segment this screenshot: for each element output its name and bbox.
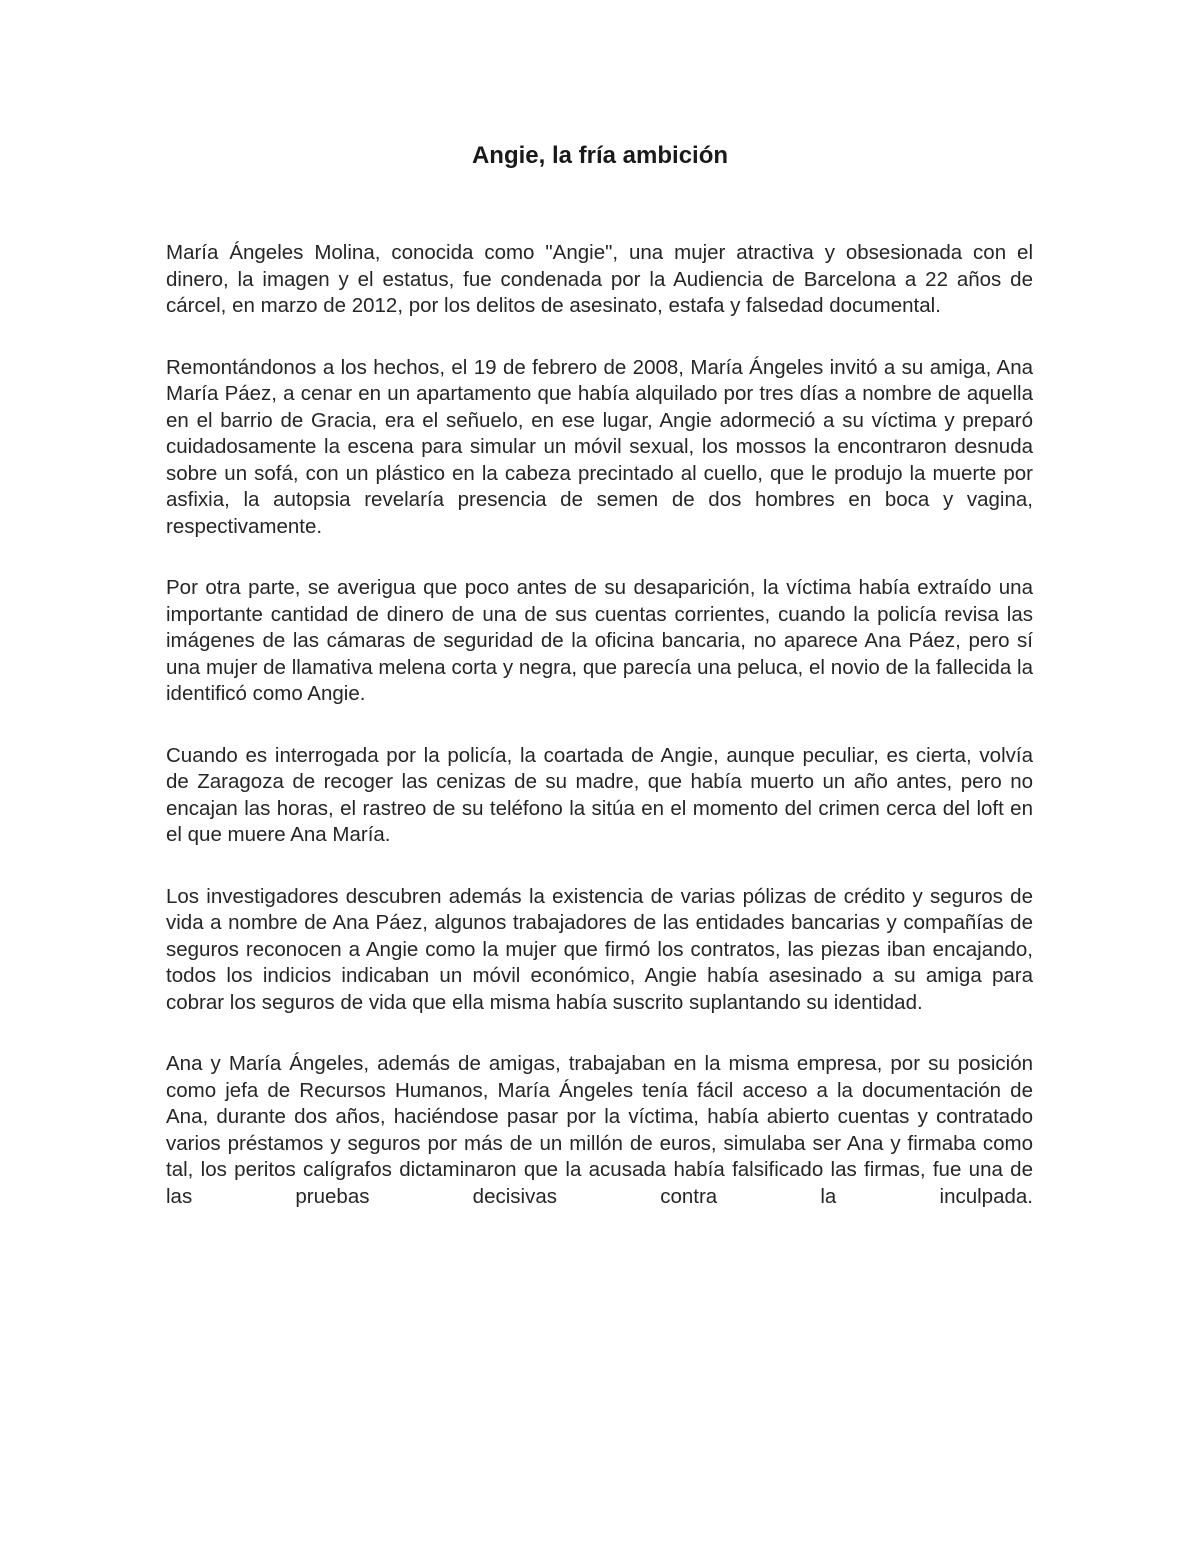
document-body [166, 240, 1033, 1245]
document-title: Angie, la fría ambición [471, 142, 729, 169]
paragraph-6: Ana y María Ángeles, además de amigas, trabajaban en la misma empresa, por su posición como jefa de Recursos Humanos, María Ángeles tenía fácil acceso a la documentación de Ana, durante dos años, haciéndose pasar por la víctima, había abierto cuentas y contratado varios préstamos y seguros por más de un millón de euros, simulaba ser Ana y firmaba como tal, los peritos calígrafos dictaminaron que la acusada había falsificado las firmas, fue una de las pruebas decisivas contra la inculpada. [166, 1052, 1033, 1208]
paragraph-1: María Ángeles Molina, conocida como "Angie", una mujer atractiva y obsesionada con el dinero, la imagen y el estatus, fue condenada por la Audiencia de Barcelona a 22 años de cárcel, en marzo de 2012, por los delitos de asesinato, estafa y falsedad documental. [166, 241, 1033, 317]
paragraph-2: Remontándonos a los hechos, el 19 de febrero de 2008, María Ángeles invitó a su amiga, Ana María Páez, a cenar en un apartamento que había alquilado por tres días a nombre de aquella en el barrio de Gracia, era el señuelo, en ese lugar, Angie adormeció a su víctima y preparó cuidadosamente la escena para simular un móvil sexual, los mossos la encontraron desnuda sobre un sofá, con un plástico en la cabeza precintado al cuello, que le produjo la muerte por asfixia, la autopsia revelaría presencia de semen de dos hombres en boca y vagina, respectivamente. [166, 355, 1033, 538]
paragraph-3: Por otra parte, se averigua que poco antes de su desaparición, la víctima había extraído una importante cantidad de dinero de una de sus cuentas corrientes, cuando la policía revisa las imágenes de las cámaras de seguridad de la oficina bancaria, no aparece Ana Páez, pero sí una mujer de llamativa melena corta y negra, que parecía una peluca, el novio de la fallecida la identificó como Angie. [166, 576, 1033, 705]
paragraph-4: Cuando es interrogada por la policía, la coartada de Angie, aunque peculiar, es cierta, volvía de Zaragoza de recoger las cenizas de su madre, que había muerto un año antes, pero no encajan las horas, el rastreo de su teléfono la sitúa en el momento del crimen cerca del loft en el que muere Ana María. [166, 743, 1033, 846]
paragraph-5: Los investigadores descubren además la existencia de varias pólizas de crédito y seguros de vida a nombre de Ana Páez, algunos trabajadores de las entidades bancarias y compañías de seguros reconocen a Angie como la mujer que firmó los contratos, las piezas iban encajando, todos los indicios indicaban un móvil económico, Angie había asesinado a su amiga para cobrar los seguros de vida que ella misma había suscrito suplantando su identidad. [166, 884, 1033, 1014]
